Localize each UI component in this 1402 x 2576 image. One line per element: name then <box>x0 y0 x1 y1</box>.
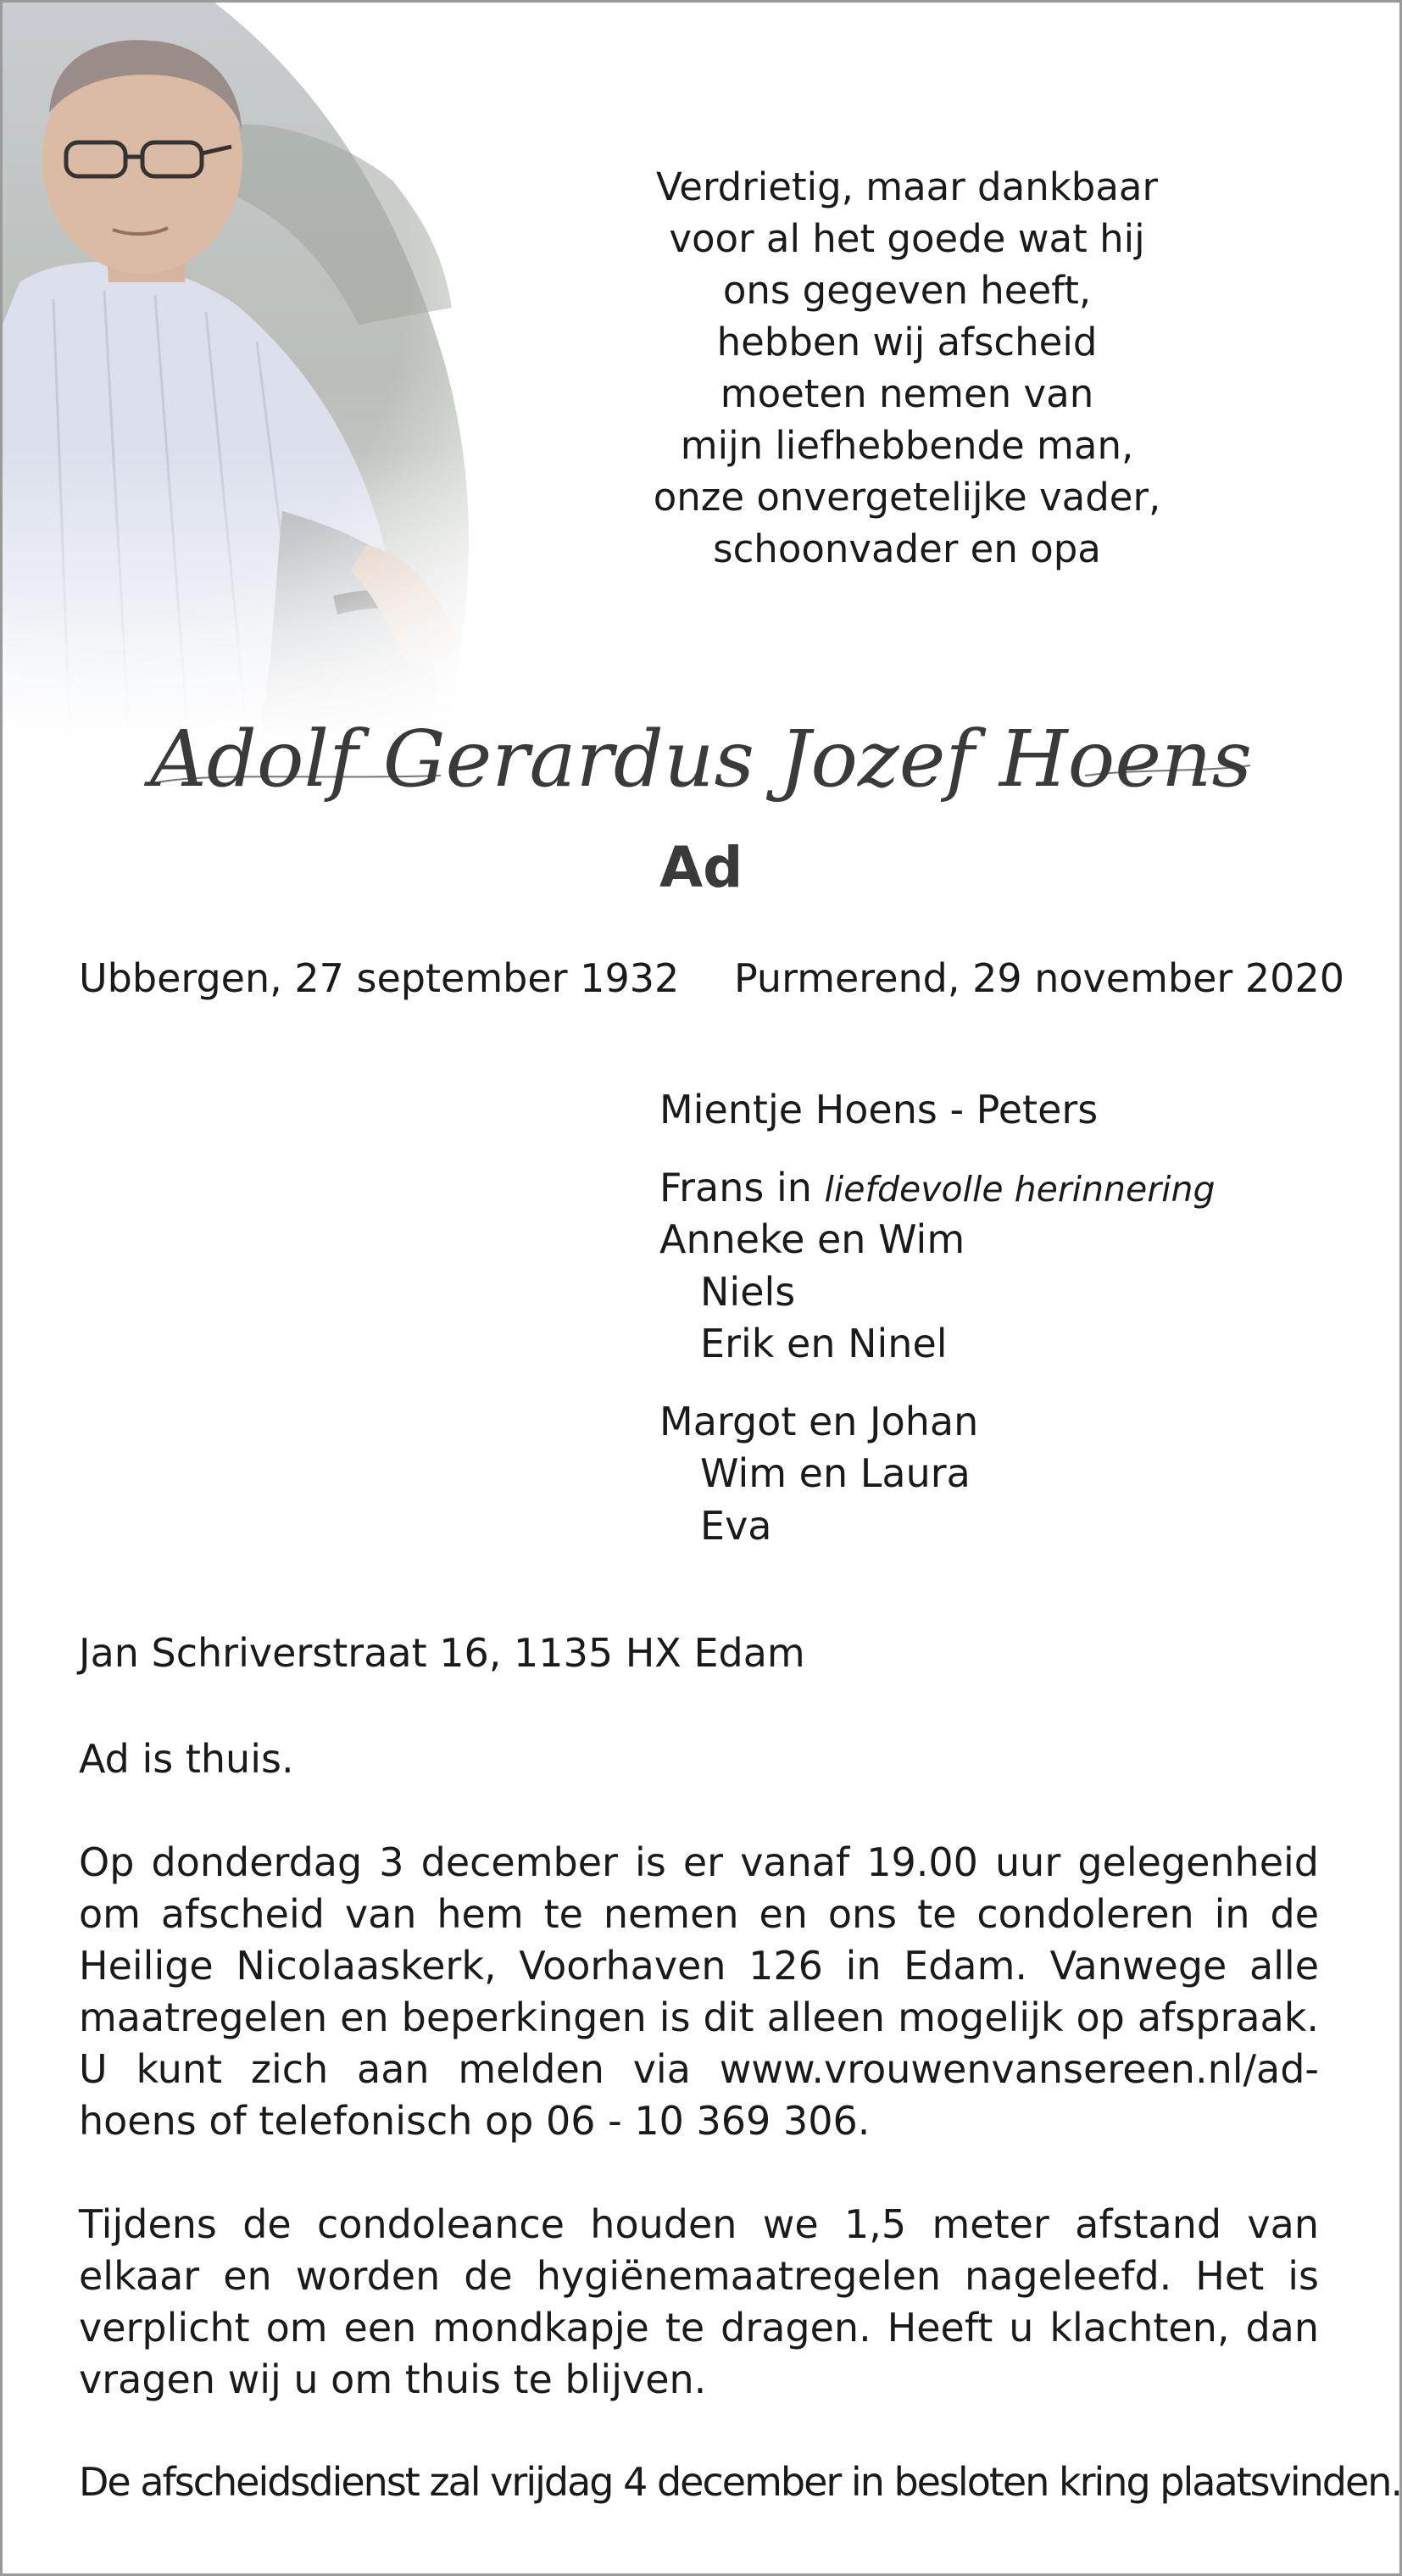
poem-line: ons gegeven heeft, <box>722 268 1092 313</box>
measures-paragraph: Tijdens de condoleance houden we 1,5 meter afstand van elkaar en worden de hygiënemaatregelen nageleefd. Het is verplicht om een mondkapje te dragen. Heeft u klachten, dan vragen wij u om thuis te blijven. <box>79 2201 1319 2402</box>
family-frans-name: Frans in <box>659 1165 812 1210</box>
poem-line: mijn liefhebbende man, <box>680 423 1134 468</box>
memorial-poem <box>593 161 1221 575</box>
at-home-note: Ad is thuis. <box>79 1736 294 1782</box>
family-grandchild: Eva <box>700 1503 772 1549</box>
birth-date: Ubbergen, 27 september 1932 <box>79 955 680 1001</box>
poem-line: hebben wij afscheid <box>716 320 1098 364</box>
family-grandchild: Erik en Ninel <box>700 1321 948 1366</box>
nickname: Ad <box>659 835 743 900</box>
poem-line: onze onvergetelijke vader, <box>653 475 1161 520</box>
family-grandchild: Niels <box>700 1269 796 1315</box>
portrait-image <box>3 3 630 748</box>
address: Jan Schriverstraat 16, 1135 HX Edam <box>79 1630 805 1676</box>
poem-line: voor al het goede wat hij <box>669 216 1145 261</box>
poem-line: schoonvader en opa <box>713 526 1101 571</box>
family-grandchild: Wim en Laura <box>700 1450 971 1496</box>
portrait-photo <box>3 3 630 748</box>
family-frans-note: liefdevolle herinnering <box>824 1169 1216 1210</box>
full-name-text: Adolf Gerardus Jozef Hoens <box>142 714 1252 804</box>
family-children-1: Anneke en Wim <box>659 1216 965 1262</box>
death-date: Purmerend, 29 november 2020 <box>734 955 1344 1001</box>
family-children-2: Margot en Johan <box>659 1399 979 1444</box>
poem-line: moeten nemen van <box>720 371 1094 416</box>
visitation-paragraph: Op donderdag 3 december is er vanaf 19.00 uur gelegenheid om afscheid van hem te nemen en ons te condoleren in de Heilige Nicolaaskerk, Voorhaven 126 in Edam. Vanwege alle maatregelen en beperkingen is dit alleen mogelijk op afspraak. U kunt zich aan melden via www.vrouwenvansereen.nl/ad-hoens of telefonisch op 06 - 10 369 306. <box>79 1839 1319 2144</box>
family-spouse: Mientje Hoens - Peters <box>659 1087 1099 1132</box>
poem-line: Verdrietig, maar dankbaar <box>656 164 1158 209</box>
service-note: De afscheidsdienst zal vrijdag 4 december in besloten kring plaatsvinden. <box>79 2459 1402 2505</box>
family-frans <box>659 1165 1216 1210</box>
